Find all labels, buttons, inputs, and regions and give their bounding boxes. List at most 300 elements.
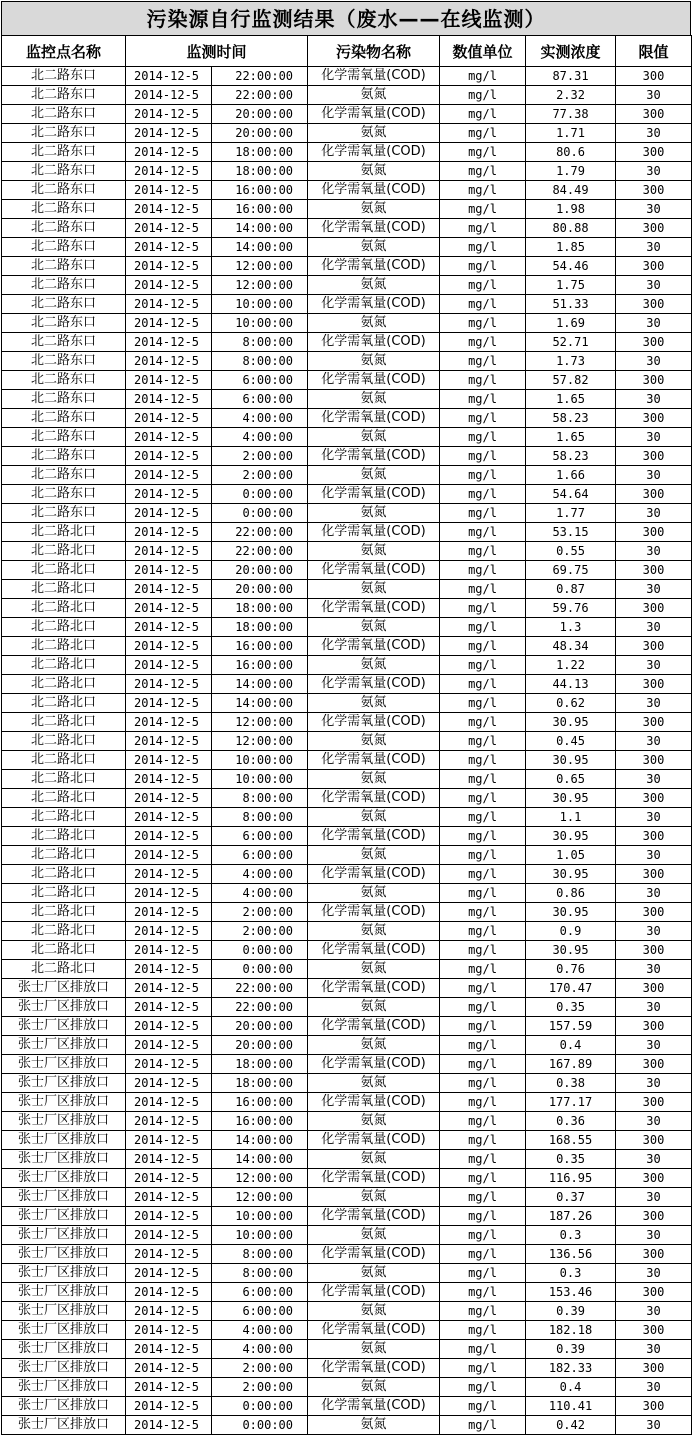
limit-cell: 30: [616, 1188, 692, 1207]
unit-cell: mg/l: [440, 1416, 526, 1435]
limit-cell: 300: [616, 105, 692, 124]
pollutant-cell: 化学需氧量(COD): [308, 865, 440, 884]
table-row: [2, 599, 692, 618]
concentration-cell: 0.87: [526, 580, 616, 599]
time-cell: 8:00:00: [212, 1245, 308, 1264]
time-cell: 12:00:00: [212, 1169, 308, 1188]
date-cell: 2014-12-5: [126, 504, 212, 523]
pollutant-cell: 氨氮: [308, 276, 440, 295]
pollutant-cell: 化学需氧量(COD): [308, 523, 440, 542]
date-cell: 2014-12-5: [126, 960, 212, 979]
table-row: [2, 200, 692, 219]
table-row: [2, 314, 692, 333]
time-cell: 18:00:00: [212, 599, 308, 618]
pollutant-cell: 氨氮: [308, 960, 440, 979]
site-name-cell: 张士厂区排放口: [2, 1302, 126, 1321]
unit-cell: mg/l: [440, 1359, 526, 1378]
table-row: [2, 846, 692, 865]
time-cell: 18:00:00: [212, 143, 308, 162]
site-name-cell: 北二路东口: [2, 143, 126, 162]
limit-cell: 30: [616, 998, 692, 1017]
unit-cell: mg/l: [440, 561, 526, 580]
site-name-cell: 北二路东口: [2, 219, 126, 238]
site-name-cell: 北二路东口: [2, 504, 126, 523]
table-row: [2, 713, 692, 732]
pollutant-cell: 化学需氧量(COD): [308, 1245, 440, 1264]
limit-cell: 30: [616, 694, 692, 713]
unit-cell: mg/l: [440, 1378, 526, 1397]
site-name-cell: 北二路北口: [2, 922, 126, 941]
time-cell: 0:00:00: [212, 941, 308, 960]
site-name-cell: 北二路北口: [2, 808, 126, 827]
pollutant-cell: 化学需氧量(COD): [308, 371, 440, 390]
date-cell: 2014-12-5: [126, 295, 212, 314]
site-name-cell: 北二路北口: [2, 732, 126, 751]
date-cell: 2014-12-5: [126, 1017, 212, 1036]
concentration-cell: 58.23: [526, 409, 616, 428]
date-cell: 2014-12-5: [126, 1264, 212, 1283]
pollutant-cell: 氨氮: [308, 352, 440, 371]
unit-cell: mg/l: [440, 656, 526, 675]
date-cell: 2014-12-5: [126, 1131, 212, 1150]
site-name-cell: 北二路东口: [2, 257, 126, 276]
unit-cell: mg/l: [440, 694, 526, 713]
date-cell: 2014-12-5: [126, 143, 212, 162]
pollutant-cell: 化学需氧量(COD): [308, 409, 440, 428]
pollutant-cell: 化学需氧量(COD): [308, 675, 440, 694]
time-cell: 2:00:00: [212, 1378, 308, 1397]
date-cell: 2014-12-5: [126, 1226, 212, 1245]
pollutant-cell: 化学需氧量(COD): [308, 447, 440, 466]
pollutant-cell: 氨氮: [308, 504, 440, 523]
limit-cell: 30: [616, 580, 692, 599]
limit-cell: 300: [616, 447, 692, 466]
unit-cell: mg/l: [440, 599, 526, 618]
table-row: [2, 1017, 692, 1036]
pollutant-cell: 氨氮: [308, 1074, 440, 1093]
date-cell: 2014-12-5: [126, 447, 212, 466]
concentration-cell: 1.85: [526, 238, 616, 257]
unit-cell: mg/l: [440, 637, 526, 656]
time-cell: 4:00:00: [212, 1340, 308, 1359]
date-cell: 2014-12-5: [126, 333, 212, 352]
table-row: [2, 1112, 692, 1131]
limit-cell: 300: [616, 713, 692, 732]
table-row: [2, 637, 692, 656]
date-cell: 2014-12-5: [126, 656, 212, 675]
unit-cell: mg/l: [440, 789, 526, 808]
time-cell: 22:00:00: [212, 86, 308, 105]
concentration-cell: 80.6: [526, 143, 616, 162]
unit-cell: mg/l: [440, 865, 526, 884]
unit-cell: mg/l: [440, 390, 526, 409]
site-name-cell: 北二路北口: [2, 580, 126, 599]
pollutant-cell: 化学需氧量(COD): [308, 561, 440, 580]
concentration-cell: 0.3: [526, 1264, 616, 1283]
concentration-cell: 0.4: [526, 1036, 616, 1055]
table-row: [2, 960, 692, 979]
date-cell: 2014-12-5: [126, 1245, 212, 1264]
unit-cell: mg/l: [440, 1055, 526, 1074]
site-name-cell: 张士厂区排放口: [2, 998, 126, 1017]
time-cell: 16:00:00: [212, 200, 308, 219]
concentration-cell: 1.98: [526, 200, 616, 219]
concentration-cell: 57.82: [526, 371, 616, 390]
site-name-cell: 北二路北口: [2, 846, 126, 865]
table-row: [2, 1207, 692, 1226]
unit-cell: mg/l: [440, 1397, 526, 1416]
concentration-cell: 110.41: [526, 1397, 616, 1416]
date-cell: 2014-12-5: [126, 751, 212, 770]
limit-cell: 30: [616, 238, 692, 257]
limit-cell: 300: [616, 523, 692, 542]
concentration-cell: 80.88: [526, 219, 616, 238]
date-cell: 2014-12-5: [126, 694, 212, 713]
site-name-cell: 北二路北口: [2, 694, 126, 713]
time-cell: 2:00:00: [212, 447, 308, 466]
site-name-cell: 北二路东口: [2, 333, 126, 352]
time-cell: 20:00:00: [212, 1017, 308, 1036]
limit-cell: 300: [616, 181, 692, 200]
limit-cell: 300: [616, 1359, 692, 1378]
site-name-cell: 北二路东口: [2, 181, 126, 200]
concentration-cell: 30.95: [526, 941, 616, 960]
date-cell: 2014-12-5: [126, 808, 212, 827]
header-concentration: 实测浓度: [526, 36, 616, 67]
concentration-cell: 54.46: [526, 257, 616, 276]
unit-cell: mg/l: [440, 732, 526, 751]
pollutant-cell: 氨氮: [308, 162, 440, 181]
date-cell: 2014-12-5: [126, 903, 212, 922]
time-cell: 14:00:00: [212, 1131, 308, 1150]
pollutant-cell: 氨氮: [308, 86, 440, 105]
limit-cell: 30: [616, 86, 692, 105]
site-name-cell: 北二路东口: [2, 67, 126, 86]
concentration-cell: 54.64: [526, 485, 616, 504]
time-cell: 20:00:00: [212, 124, 308, 143]
site-name-cell: 张士厂区排放口: [2, 1150, 126, 1169]
limit-cell: 30: [616, 618, 692, 637]
date-cell: 2014-12-5: [126, 1359, 212, 1378]
concentration-cell: 182.18: [526, 1321, 616, 1340]
table-row: [2, 1131, 692, 1150]
unit-cell: mg/l: [440, 903, 526, 922]
concentration-cell: 52.71: [526, 333, 616, 352]
site-name-cell: 北二路东口: [2, 447, 126, 466]
table-row: [2, 1093, 692, 1112]
limit-cell: 300: [616, 333, 692, 352]
table-header-row: [2, 36, 692, 67]
unit-cell: mg/l: [440, 485, 526, 504]
limit-cell: 300: [616, 257, 692, 276]
concentration-cell: 48.34: [526, 637, 616, 656]
limit-cell: 30: [616, 466, 692, 485]
limit-cell: 30: [616, 770, 692, 789]
pollutant-cell: 氨氮: [308, 694, 440, 713]
unit-cell: mg/l: [440, 675, 526, 694]
time-cell: 20:00:00: [212, 1036, 308, 1055]
pollutant-cell: 化学需氧量(COD): [308, 1321, 440, 1340]
pollutant-cell: 氨氮: [308, 428, 440, 447]
limit-cell: 30: [616, 1378, 692, 1397]
limit-cell: 300: [616, 903, 692, 922]
pollutant-cell: 化学需氧量(COD): [308, 713, 440, 732]
limit-cell: 30: [616, 390, 692, 409]
site-name-cell: 张士厂区排放口: [2, 1397, 126, 1416]
concentration-cell: 0.35: [526, 1150, 616, 1169]
date-cell: 2014-12-5: [126, 827, 212, 846]
time-cell: 14:00:00: [212, 219, 308, 238]
limit-cell: 300: [616, 67, 692, 86]
time-cell: 6:00:00: [212, 371, 308, 390]
concentration-cell: 168.55: [526, 1131, 616, 1150]
site-name-cell: 张士厂区排放口: [2, 1416, 126, 1435]
limit-cell: 30: [616, 884, 692, 903]
header-site: 监控点名称: [2, 36, 126, 67]
limit-cell: 300: [616, 827, 692, 846]
site-name-cell: 北二路东口: [2, 86, 126, 105]
site-name-cell: 北二路北口: [2, 789, 126, 808]
time-cell: 8:00:00: [212, 333, 308, 352]
date-cell: 2014-12-5: [126, 352, 212, 371]
date-cell: 2014-12-5: [126, 941, 212, 960]
limit-cell: 30: [616, 428, 692, 447]
pollutant-cell: 氨氮: [308, 1378, 440, 1397]
unit-cell: mg/l: [440, 1302, 526, 1321]
table-row: [2, 466, 692, 485]
table-row: [2, 998, 692, 1017]
concentration-cell: 51.33: [526, 295, 616, 314]
concentration-cell: 0.38: [526, 1074, 616, 1093]
limit-cell: 300: [616, 1093, 692, 1112]
unit-cell: mg/l: [440, 219, 526, 238]
site-name-cell: 张士厂区排放口: [2, 1207, 126, 1226]
unit-cell: mg/l: [440, 827, 526, 846]
concentration-cell: 84.49: [526, 181, 616, 200]
table-row: [2, 523, 692, 542]
table-row: [2, 1264, 692, 1283]
table-row: [2, 1302, 692, 1321]
time-cell: 2:00:00: [212, 922, 308, 941]
pollutant-cell: 化学需氧量(COD): [308, 789, 440, 808]
time-cell: 8:00:00: [212, 352, 308, 371]
site-name-cell: 北二路东口: [2, 466, 126, 485]
time-cell: 10:00:00: [212, 1226, 308, 1245]
unit-cell: mg/l: [440, 1150, 526, 1169]
pollutant-cell: 化学需氧量(COD): [308, 903, 440, 922]
monitoring-table: [1, 35, 692, 1435]
date-cell: 2014-12-5: [126, 257, 212, 276]
date-cell: 2014-12-5: [126, 637, 212, 656]
site-name-cell: 北二路北口: [2, 827, 126, 846]
date-cell: 2014-12-5: [126, 238, 212, 257]
concentration-cell: 1.66: [526, 466, 616, 485]
table-row: [2, 390, 692, 409]
limit-cell: 300: [616, 751, 692, 770]
limit-cell: 300: [616, 1131, 692, 1150]
site-name-cell: 北二路北口: [2, 599, 126, 618]
concentration-cell: 1.77: [526, 504, 616, 523]
limit-cell: 300: [616, 1055, 692, 1074]
date-cell: 2014-12-5: [126, 1283, 212, 1302]
time-cell: 6:00:00: [212, 1302, 308, 1321]
table-row: [2, 1188, 692, 1207]
site-name-cell: 北二路北口: [2, 941, 126, 960]
table-row: [2, 257, 692, 276]
unit-cell: mg/l: [440, 181, 526, 200]
concentration-cell: 1.3: [526, 618, 616, 637]
time-cell: 14:00:00: [212, 675, 308, 694]
pollutant-cell: 氨氮: [308, 656, 440, 675]
table-row: [2, 1378, 692, 1397]
concentration-cell: 87.31: [526, 67, 616, 86]
date-cell: 2014-12-5: [126, 789, 212, 808]
limit-cell: 30: [616, 504, 692, 523]
time-cell: 6:00:00: [212, 846, 308, 865]
table-row: [2, 865, 692, 884]
pollutant-cell: 化学需氧量(COD): [308, 1359, 440, 1378]
table-row: [2, 447, 692, 466]
concentration-cell: 30.95: [526, 713, 616, 732]
time-cell: 4:00:00: [212, 1321, 308, 1340]
time-cell: 16:00:00: [212, 181, 308, 200]
pollutant-cell: 氨氮: [308, 998, 440, 1017]
site-name-cell: 北二路北口: [2, 675, 126, 694]
date-cell: 2014-12-5: [126, 124, 212, 143]
unit-cell: mg/l: [440, 1169, 526, 1188]
table-row: [2, 1036, 692, 1055]
date-cell: 2014-12-5: [126, 219, 212, 238]
time-cell: 2:00:00: [212, 1359, 308, 1378]
site-name-cell: 张士厂区排放口: [2, 1226, 126, 1245]
site-name-cell: 北二路北口: [2, 561, 126, 580]
table-row: [2, 1150, 692, 1169]
limit-cell: 300: [616, 979, 692, 998]
concentration-cell: 0.62: [526, 694, 616, 713]
table-row: [2, 561, 692, 580]
unit-cell: mg/l: [440, 200, 526, 219]
date-cell: 2014-12-5: [126, 846, 212, 865]
site-name-cell: 北二路北口: [2, 656, 126, 675]
limit-cell: 30: [616, 656, 692, 675]
date-cell: 2014-12-5: [126, 561, 212, 580]
date-cell: 2014-12-5: [126, 466, 212, 485]
table-row: [2, 827, 692, 846]
pollutant-cell: 氨氮: [308, 466, 440, 485]
table-row: [2, 675, 692, 694]
unit-cell: mg/l: [440, 504, 526, 523]
site-name-cell: 张士厂区排放口: [2, 1188, 126, 1207]
time-cell: 22:00:00: [212, 523, 308, 542]
time-cell: 14:00:00: [212, 694, 308, 713]
limit-cell: 30: [616, 314, 692, 333]
site-name-cell: 北二路北口: [2, 751, 126, 770]
date-cell: 2014-12-5: [126, 1207, 212, 1226]
unit-cell: mg/l: [440, 1226, 526, 1245]
concentration-cell: 1.75: [526, 276, 616, 295]
site-name-cell: 北二路北口: [2, 523, 126, 542]
date-cell: 2014-12-5: [126, 1340, 212, 1359]
unit-cell: mg/l: [440, 1093, 526, 1112]
table-row: [2, 485, 692, 504]
concentration-cell: 116.95: [526, 1169, 616, 1188]
concentration-cell: 0.86: [526, 884, 616, 903]
site-name-cell: 北二路东口: [2, 352, 126, 371]
limit-cell: 300: [616, 219, 692, 238]
date-cell: 2014-12-5: [126, 276, 212, 295]
date-cell: 2014-12-5: [126, 865, 212, 884]
concentration-cell: 53.15: [526, 523, 616, 542]
time-cell: 4:00:00: [212, 409, 308, 428]
pollutant-cell: 氨氮: [308, 580, 440, 599]
table-row: [2, 504, 692, 523]
limit-cell: 30: [616, 1036, 692, 1055]
pollutant-cell: 氨氮: [308, 732, 440, 751]
header-pollutant: 污染物名称: [308, 36, 440, 67]
table-row: [2, 751, 692, 770]
unit-cell: mg/l: [440, 1283, 526, 1302]
concentration-cell: 177.17: [526, 1093, 616, 1112]
unit-cell: mg/l: [440, 371, 526, 390]
table-row: [2, 1226, 692, 1245]
date-cell: 2014-12-5: [126, 884, 212, 903]
date-cell: 2014-12-5: [126, 713, 212, 732]
concentration-cell: 136.56: [526, 1245, 616, 1264]
pollutant-cell: 氨氮: [308, 1226, 440, 1245]
table-row: [2, 143, 692, 162]
pollutant-cell: 化学需氧量(COD): [308, 827, 440, 846]
concentration-cell: 0.35: [526, 998, 616, 1017]
site-name-cell: 北二路东口: [2, 124, 126, 143]
site-name-cell: 北二路东口: [2, 105, 126, 124]
unit-cell: mg/l: [440, 105, 526, 124]
time-cell: 14:00:00: [212, 1150, 308, 1169]
time-cell: 2:00:00: [212, 466, 308, 485]
concentration-cell: 30.95: [526, 865, 616, 884]
unit-cell: mg/l: [440, 86, 526, 105]
table-row: [2, 276, 692, 295]
time-cell: 20:00:00: [212, 105, 308, 124]
concentration-cell: 0.39: [526, 1302, 616, 1321]
date-cell: 2014-12-5: [126, 1074, 212, 1093]
time-cell: 4:00:00: [212, 865, 308, 884]
date-cell: 2014-12-5: [126, 770, 212, 789]
site-name-cell: 北二路东口: [2, 200, 126, 219]
time-cell: 22:00:00: [212, 67, 308, 86]
limit-cell: 30: [616, 276, 692, 295]
unit-cell: mg/l: [440, 998, 526, 1017]
date-cell: 2014-12-5: [126, 485, 212, 504]
unit-cell: mg/l: [440, 1321, 526, 1340]
unit-cell: mg/l: [440, 979, 526, 998]
time-cell: 8:00:00: [212, 789, 308, 808]
pollutant-cell: 化学需氧量(COD): [308, 181, 440, 200]
concentration-cell: 1.22: [526, 656, 616, 675]
site-name-cell: 张士厂区排放口: [2, 1036, 126, 1055]
unit-cell: mg/l: [440, 1131, 526, 1150]
pollutant-cell: 氨氮: [308, 314, 440, 333]
pollutant-cell: 化学需氧量(COD): [308, 105, 440, 124]
header-limit: 限值: [616, 36, 692, 67]
date-cell: 2014-12-5: [126, 181, 212, 200]
pollutant-cell: 氨氮: [308, 390, 440, 409]
time-cell: 18:00:00: [212, 162, 308, 181]
date-cell: 2014-12-5: [126, 1112, 212, 1131]
time-cell: 8:00:00: [212, 808, 308, 827]
site-name-cell: 张士厂区排放口: [2, 1264, 126, 1283]
site-name-cell: 北二路东口: [2, 314, 126, 333]
date-cell: 2014-12-5: [126, 922, 212, 941]
